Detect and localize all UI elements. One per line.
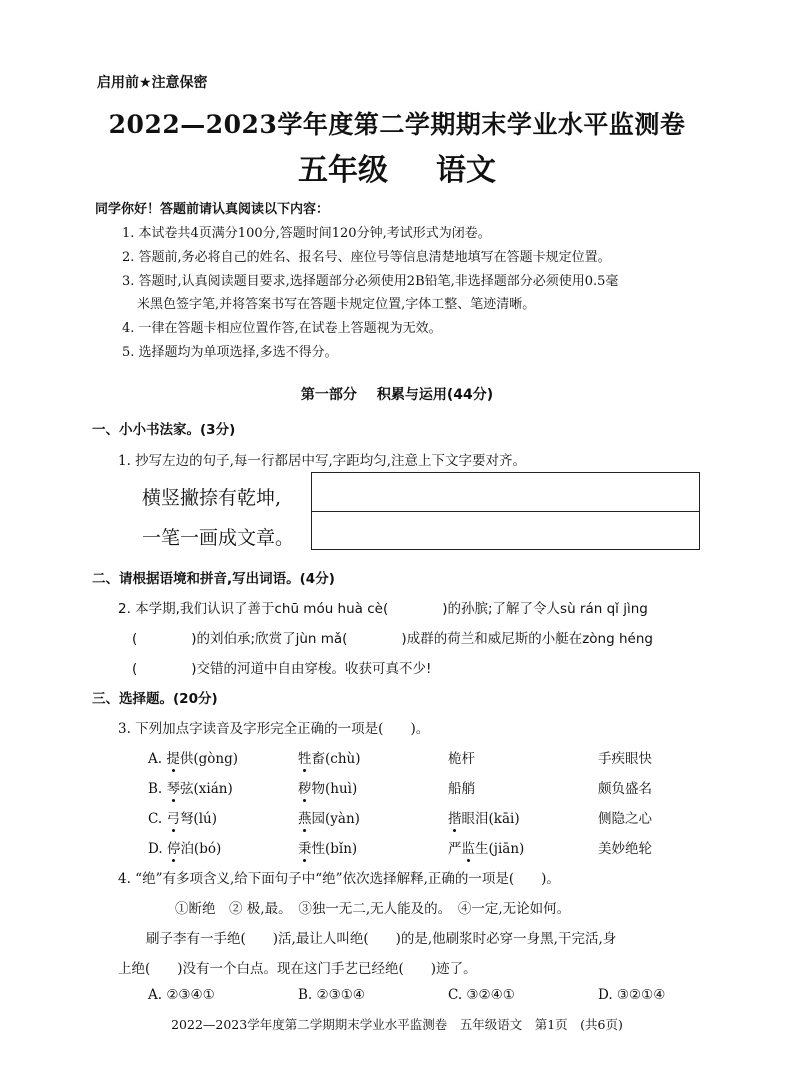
option-d-word-2: 秉性(bǐn)	[298, 837, 357, 857]
exam-subtitle	[0, 145, 794, 189]
part-title: 积累与运用(44分)	[376, 387, 494, 403]
dotted-char: 提	[166, 747, 180, 767]
option-a[interactable]: A. 提供(gòng)	[148, 747, 238, 767]
dotted-char: 秉	[298, 837, 312, 857]
copy-line-2: 一笔一画成文章。	[142, 527, 295, 549]
question-3: 3. 下列加点字读音及字形完全正确的一项是( )。	[118, 721, 430, 737]
writing-box[interactable]	[311, 472, 700, 550]
option-c-word-3: 揩眼泪(kāi)	[448, 807, 520, 827]
answer-option-b[interactable]: B. ②③①④	[298, 987, 365, 1003]
grade-label: 五年级	[298, 153, 388, 188]
instruction-item: 1. 本试卷共4页满分100分,答题时间120分钟,考试形式为闭卷。	[122, 226, 491, 241]
pinyin-line-3: ( )交错的河道中自由穿梭。收获可真不少!	[132, 661, 432, 677]
answer-option-d[interactable]: D. ③②①④	[598, 987, 666, 1003]
question-1: 1. 抄写左边的句子,每一行都居中写,字距均匀,注意上下文字要对齐。	[118, 453, 527, 469]
sentence-line-1: 刷子李有一手绝( )活,最让人叫绝( )的是,他刷浆时必穿一身黑,干完活,身	[146, 931, 617, 947]
instruction-item: 米黑色签字笔,并将答案书写在答题卡规定位置,字体工整、笔迹清晰。	[137, 297, 536, 312]
sentence-line-2: 上绝( )没有一个白点。现在这门手艺已经绝( )迹了。	[118, 961, 477, 977]
dotted-char: 停	[167, 837, 181, 857]
meanings-line: ①断绝 ② 极,最。 ③独一无二,无人能及的。 ④一定,无论如何。	[175, 901, 571, 917]
section-heading-2: 二、请根据语境和拼音,写出词语。(4分)	[92, 571, 335, 587]
option-c[interactable]: C. 弓弩(lú)	[148, 807, 217, 827]
option-a-word-2: 牲畜(chù)	[298, 747, 360, 767]
part-label: 第一部分	[300, 387, 357, 403]
question-4: 4. “绝”有多项含义,给下面句子中“绝”依次选择解释,正确的一项是( )。	[118, 871, 560, 887]
page-footer: 2022—2023学年度第二学期期末学业水平监测卷 五年级语文 第1页 (共6页)	[171, 1017, 623, 1032]
instruction-item: 3. 答题时,认真阅读题目要求,选择题部分必须使用2B铅笔,非选择题部分必须使用0.5毫	[122, 274, 619, 289]
subject-label: 语文	[436, 153, 496, 188]
dotted-char: 弓	[166, 807, 180, 827]
pinyin-line-1: 2. 本学期,我们认识了善于chū móu huà cè( )的孙膑;了解了令人sù rán qǐ jìng	[118, 601, 648, 617]
dotted-char: 监	[462, 837, 476, 857]
option-b[interactable]: B. 琴弦(xián)	[148, 777, 233, 797]
copy-line-1: 横竖撇捺有乾坤,	[142, 487, 282, 509]
instructions-greeting: 同学你好！答题前请认真阅读以下内容：	[95, 202, 330, 217]
option-c-word-4: 侧隐之心	[598, 811, 652, 827]
option-d[interactable]: D. 停泊(bó)	[148, 837, 221, 857]
instruction-item: 2. 答题前,务必将自己的姓名、报名号、座位号等信息清楚地填写在答题卡规定位置。	[122, 250, 611, 265]
dotted-char: 秽	[298, 777, 312, 797]
part-heading	[0, 384, 794, 404]
section-heading-1: 一、小小书法家。(3分)	[92, 422, 236, 438]
pinyin-line-2: ( )的刘伯承;欣赏了jùn mǎ( )成群的荷兰和威尼斯的小艇在zòng héng	[132, 631, 653, 647]
option-b-word-2: 秽物(huì)	[298, 777, 357, 797]
exam-title: 2022—2023学年度第二学期期末学业水平监测卷	[108, 110, 686, 139]
dotted-char: 燕	[298, 807, 312, 827]
dotted-char: 牲	[298, 747, 312, 767]
dotted-char: 揩	[448, 807, 462, 827]
answer-option-a[interactable]: A. ②③④①	[148, 987, 215, 1003]
option-c-word-2: 燕园(yàn)	[298, 807, 360, 827]
dotted-char: 琴	[167, 777, 181, 797]
option-b-word-3: 船艄	[448, 781, 475, 797]
option-d-word-3: 严监生(jiān)	[448, 837, 524, 857]
writing-box-divider	[312, 511, 699, 512]
confidential-notice: 启用前★注意保密	[97, 75, 208, 91]
instruction-item: 5. 选择题均为单项选择,多选不得分。	[122, 345, 338, 360]
option-d-word-4: 美妙绝轮	[598, 841, 652, 857]
answer-option-c[interactable]: C. ③②④①	[448, 987, 515, 1003]
instruction-item: 4. 一律在答题卡相应位置作答,在试卷上答题视为无效。	[122, 321, 442, 336]
option-a-word-4: 手疾眼快	[598, 751, 652, 767]
section-heading-3: 三、选择题。(20分)	[92, 691, 218, 707]
option-b-word-4: 颇负盛名	[598, 781, 652, 797]
option-a-word-3: 桅杆	[448, 751, 475, 767]
